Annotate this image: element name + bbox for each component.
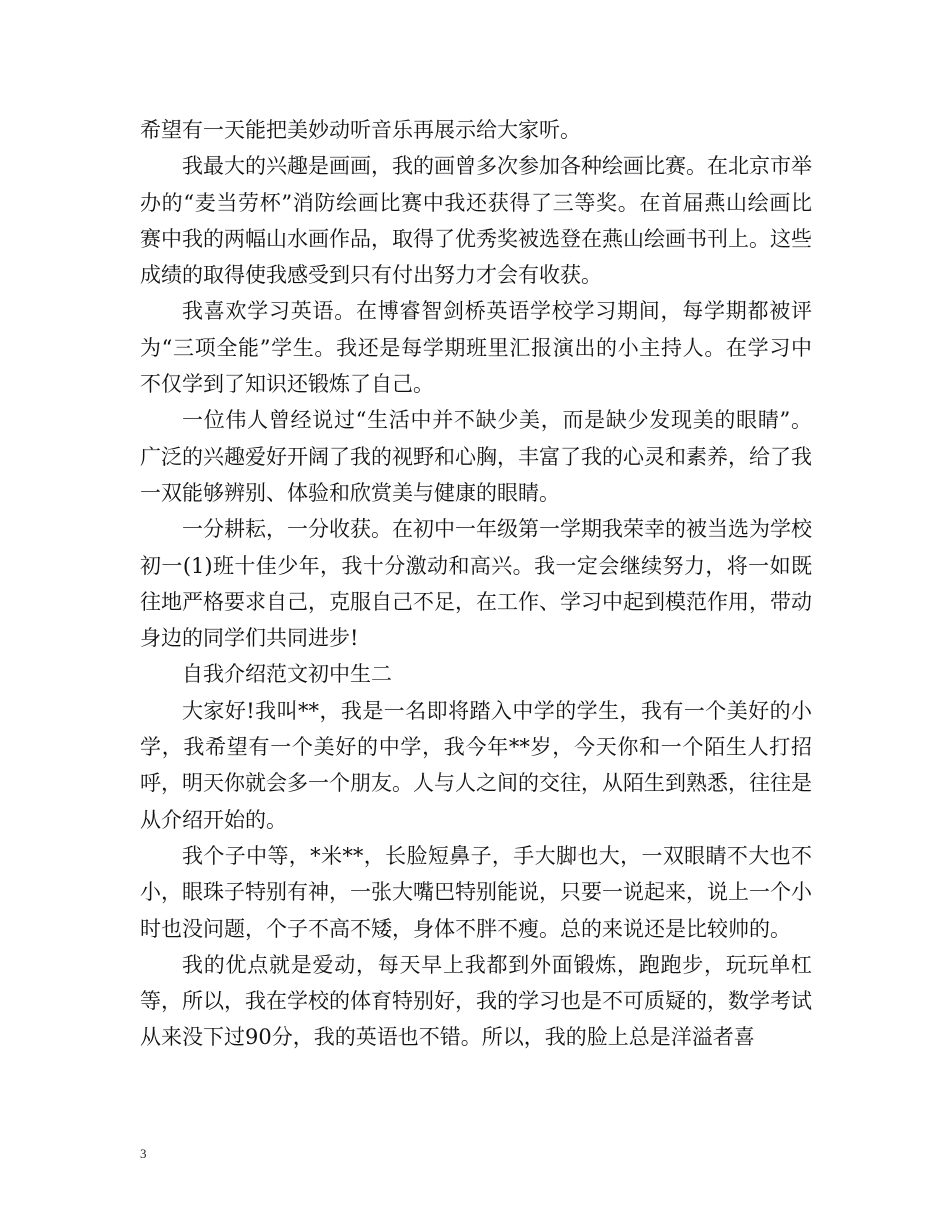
paragraph-5: 一分耕耘，一分收获。在初中一年级第一学期我荣幸的被当选为学校初一(1)班十佳少年，我十分激动和高兴。我一定会继续努力，将一如既往地严格要求自己，克服自己不足，在工作、学习中起到模范作用，带动身边的同学们共同进步! (140, 517, 812, 651)
section-heading: 自我介绍范文初中生二 (182, 662, 392, 687)
paragraph-1: 希望有一天能把美妙动听音乐再展示给大家听。 (140, 118, 581, 142)
paragraph-8: 我个子中等，*米**，长脸短鼻子，手大脚也大，一双眼睛不大也不小，眼珠子特别有神，一张大嘴巴特别能说，只要一说起来，说上一个小时也没问题，个子不高不矮，身体不胖不瘦。总的来说还是比较帅的。 (140, 843, 812, 941)
paragraph-9: 我的优点就是爱动，每天早上我都到外面锻炼，跑跑步，玩玩单杠等，所以，我在学校的体育特别好，我的学习也是不可质疑的，数学考试从来没下过90分，我的英语也不错。所以，我的脸上总是洋溢者喜 (140, 952, 812, 1050)
paragraph-3: 我喜欢学习英语。在博睿智剑桥英语学校学习期间，每学期都被评为“三项全能”学生。我还是每学期班里汇报演出的小主持人。在学习中不仅学到了知识还锻炼了自己。 (140, 299, 812, 397)
paragraph-4: 一位伟人曾经说过“生活中并不缺少美，而是缺少发现美的眼睛”。广泛的兴趣爱好开阔了我的视野和心胸，丰富了我的心灵和素养，给了我一双能够辨别、体验和欣赏美与健康的眼睛。 (140, 408, 812, 505)
page-number: 3 (140, 1146, 147, 1161)
paragraph-7: 大家好!我叫**，我是一名即将踏入中学的学生，我有一个美好的小学，我希望有一个美好的中学，我今年**岁，今天你和一个陌生人打招呼，明天你就会多一个朋友。人与人之间的交往，从陌生到熟悉，往往是从介绍开始的。 (140, 698, 812, 832)
document-body (140, 112, 812, 1056)
paragraph-2: 我最大的兴趣是画画，我的画曾多次参加各种绘画比赛。在北京市举办的“麦当劳杯”消防绘画比赛中我还获得了三等奖。在首届燕山绘画比赛中我的两幅山水画作品，取得了优秀奖被选登在燕山绘画书刊上。这些成绩的取得使我感受到只有付出努力才会有收获。 (140, 154, 812, 288)
